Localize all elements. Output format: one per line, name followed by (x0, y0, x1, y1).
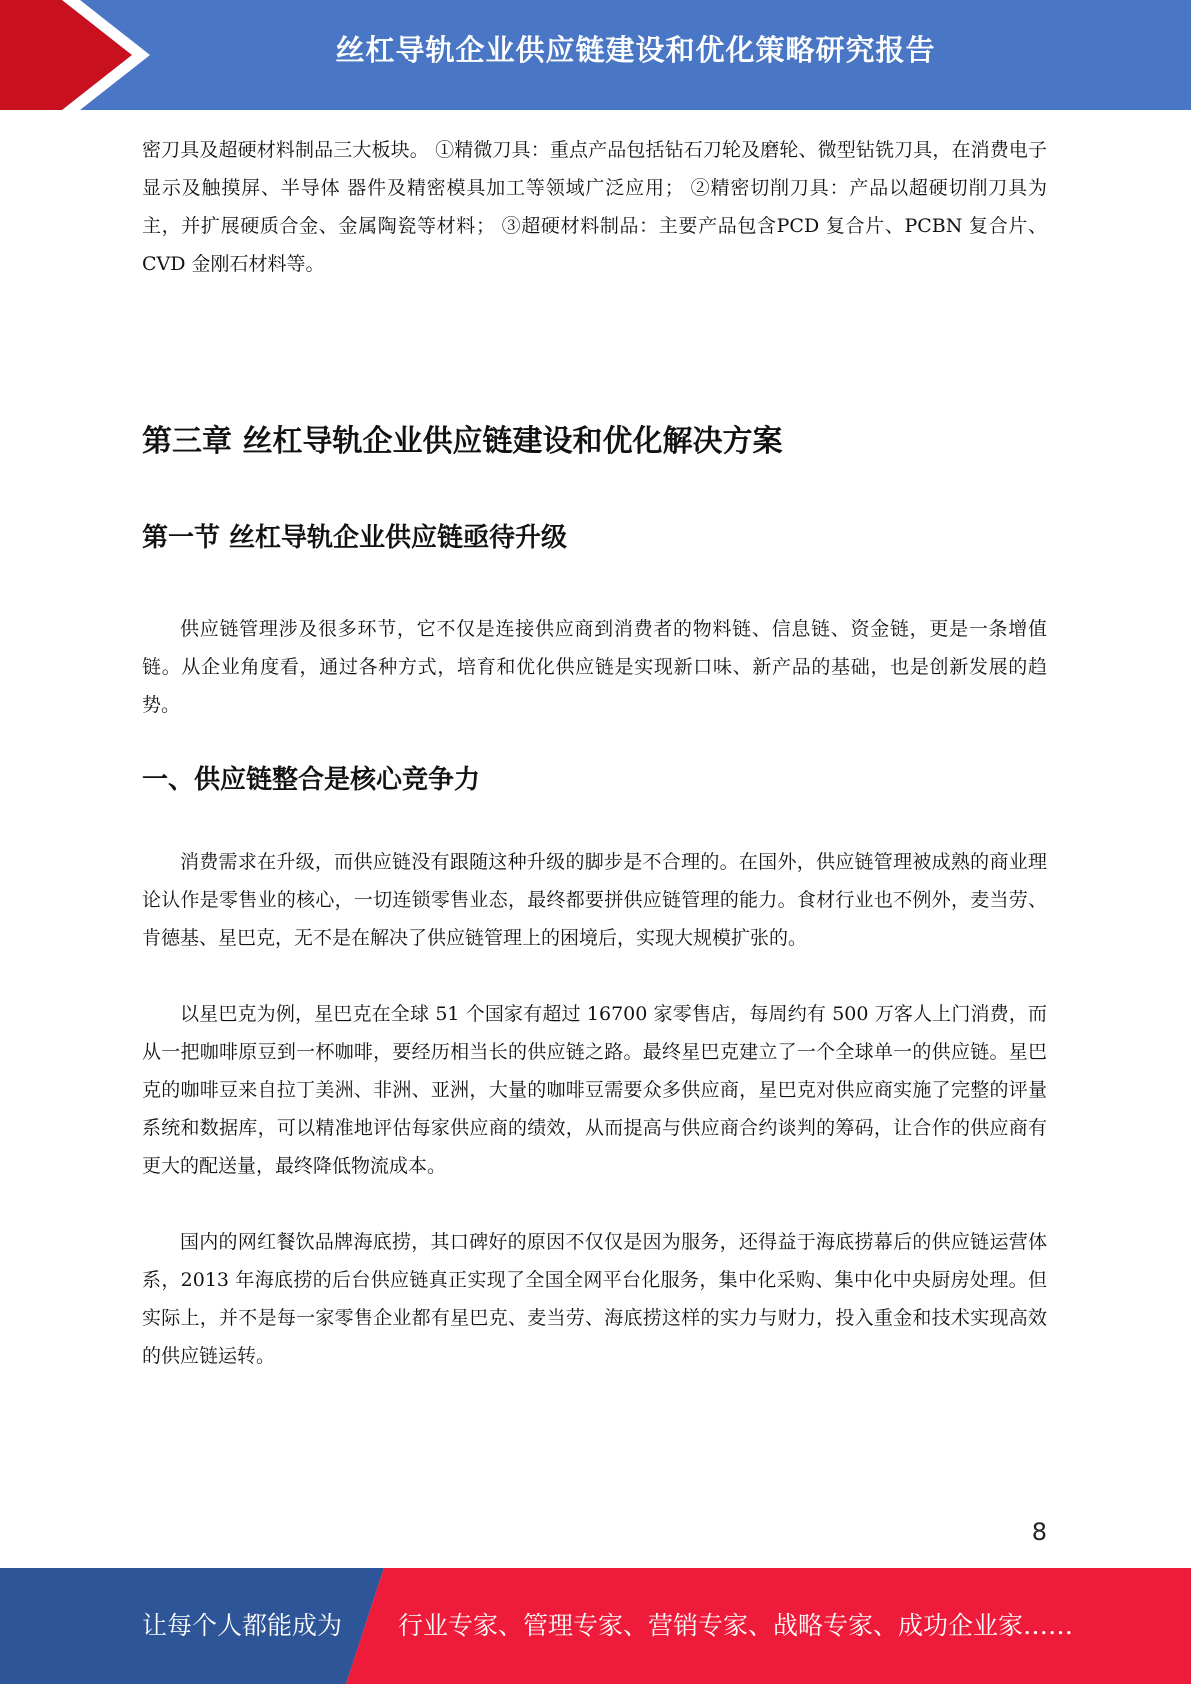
subsection-paragraph-3-block (142, 1223, 1047, 1375)
header-red-block (0, 0, 132, 110)
footer-slogan-left: 让每个人都能成为 (142, 1611, 343, 1640)
page-footer (0, 1568, 1191, 1684)
subsection-title: 一、供应链整合是核心竞争力 (142, 765, 481, 795)
section-title: 第一节 丝杠导轨企业供应链亟待升级 (142, 523, 568, 553)
subsection-paragraph: 以星巴克为例，星巴克在全球 51 个国家有超过 16700 家零售店，每周约有 500 万客人上门消费，而从一把咖啡原豆到一杯咖啡，要经历相当长的供应链之路。最终星巴克建立了一个全球单一的供应链。星巴克的咖啡豆来自拉丁美洲、非洲、亚洲，大量的咖啡豆需要众多供应商，星巴克对供应商实施了完整的评量系统和数据库，可以精准地评估每家供应商的绩效，从而提高与供应商合约谈判的筹码，让合作的供应商有更大的配送量，最终降低物流成本。 (142, 1003, 1047, 1177)
subsection-paragraph: 国内的网红餐饮品牌海底捞，其口碑好的原因不仅仅是因为服务，还得益于海底捞幕后的供应链运营体系，2013 年海底捞的后台供应链真正实现了全国全网平台化服务，集中化采购、集中化中央厨房处理。但实际上，并不是每一家零售企业都有星巴克、麦当劳、海底捞这样的实力与财力，投入重金和技术实现高效的供应链运转。 (142, 1231, 1047, 1367)
intro-block (142, 131, 1047, 283)
subsection-paragraph-1-block (142, 843, 1047, 957)
page-header (0, 0, 1191, 110)
header-title: 丝杠导轨企业供应链建设和优化策略研究报告 (335, 33, 936, 67)
page-number: 8 (1031, 1518, 1047, 1546)
subsection-paragraph: 消费需求在升级，而供应链没有跟随这种升级的脚步是不合理的。在国外，供应链管理被成熟的商业理论认作是零售业的核心，一切连锁零售业态，最终都要拼供应链管理的能力。食材行业也不例外，麦当劳、肯德基、星巴克，无不是在解决了供应链管理上的困境后，实现大规模扩张的。 (142, 851, 1047, 949)
chapter-title: 第三章 丝杠导轨企业供应链建设和优化解决方案 (142, 424, 783, 459)
subsection-paragraph-2-block (142, 995, 1047, 1185)
section-body (142, 610, 1047, 724)
header-chevron-decoration (0, 0, 160, 110)
section-paragraph: 供应链管理涉及很多环节，它不仅是连接供应商到消费者的物料链、信息链、资金链，更是一条增值链。从企业角度看，通过各种方式，培育和优化供应链是实现新口味、新产品的基础，也是创新发展的趋势。 (142, 618, 1047, 716)
intro-paragraph: 密刀具及超硬材料制品三大板块。 ①精微刀具：重点产品包括钻石刀轮及磨轮、微型钻铣刀具，在消费电子 显示及触摸屏、半导体 器件及精密模具加工等领域广泛应用； ②精密切削刀具：产品以超硬切削刀具为主，并扩展硬质合金、金属陶瓷等材料； ③超硬材料制品：主要产品包含PCD 复合片、PCBN 复合片、CVD 金刚石材料等。 (142, 139, 1047, 275)
footer-slogan-right: 行业专家、管理专家、营销专家、战略专家、成功企业家…… (398, 1611, 1074, 1640)
